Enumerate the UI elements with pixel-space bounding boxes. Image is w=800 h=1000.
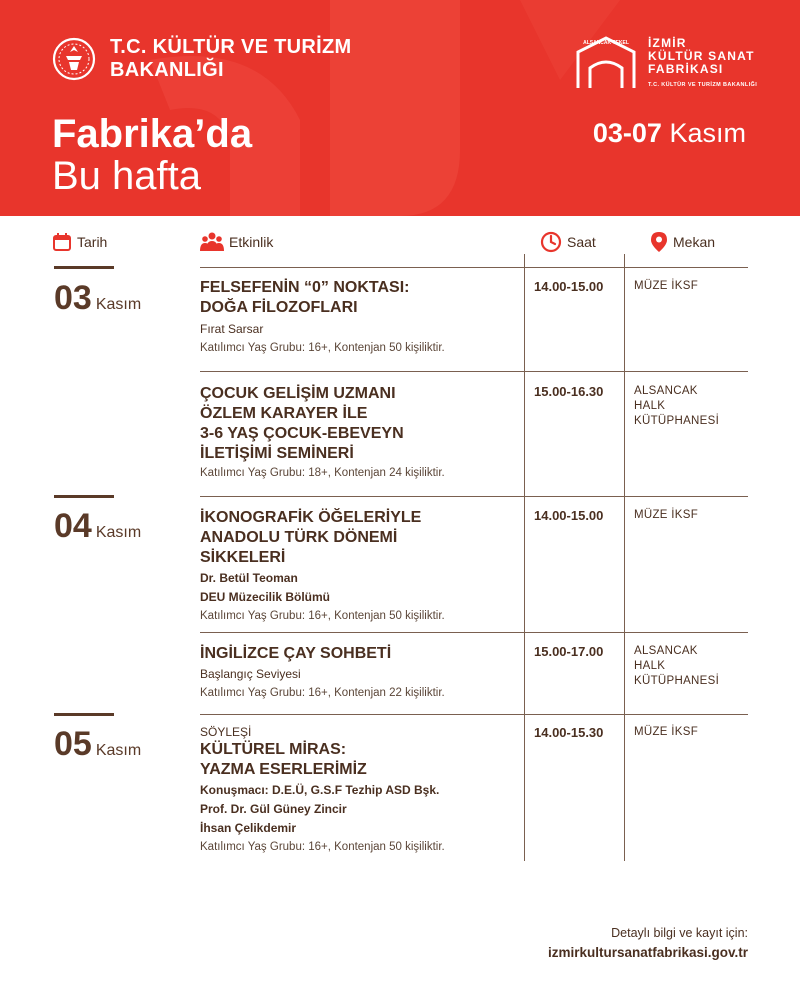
column-header-event xyxy=(200,230,273,254)
event-place-line: KÜTÜPHANESİ xyxy=(634,415,720,427)
event-time: 15.00-17.00 xyxy=(534,644,604,659)
day-divider xyxy=(54,495,114,498)
event-item xyxy=(200,644,515,702)
column-header-place-label: Mekan xyxy=(673,234,716,250)
event-title: SİKKELERİ xyxy=(200,549,286,566)
day-label xyxy=(54,508,141,544)
iksf-line1: İZMİR xyxy=(648,36,687,50)
people-group-icon xyxy=(200,231,224,253)
header-banner xyxy=(0,0,800,216)
event-title: DOĞA FİLOZOFLARI xyxy=(200,299,358,316)
day-number: 05 xyxy=(54,725,92,763)
page-subtitle: Bu hafta xyxy=(52,154,202,198)
iksf-line3: FABRİKASI xyxy=(648,62,724,76)
day-number: 03 xyxy=(54,279,92,317)
event-title: YAZMA ESERLERİMİZ xyxy=(200,761,367,778)
event-note: Katılımcı Yaş Grubu: 16+, Kontenjan 50 kişiliktir. xyxy=(200,841,445,853)
iksf-line2: KÜLTÜR SANAT xyxy=(648,49,755,63)
day-divider xyxy=(54,713,114,716)
event-place xyxy=(634,644,754,689)
event-speaker: Fırat Sarsar xyxy=(200,322,264,336)
event-note: Katılımcı Yaş Grubu: 18+, Kontenjan 24 kişiliktir. xyxy=(200,467,445,479)
column-header-time-label: Saat xyxy=(567,234,596,250)
event-place xyxy=(634,279,754,294)
row-divider xyxy=(200,714,748,715)
footer-info-label: Detaylı bilgi ve kayıt için: xyxy=(611,926,748,940)
date-range xyxy=(593,117,746,149)
event-place xyxy=(634,725,754,740)
event-speaker: Dr. Betül Teoman xyxy=(200,571,298,585)
ministry-name-line2: BAKANLIĞI xyxy=(110,59,224,81)
event-time: 15.00-16.30 xyxy=(534,384,604,399)
event-place-line: MÜZE İKSF xyxy=(634,726,699,738)
event-title: ÖZLEM KARAYER İLE xyxy=(200,405,368,422)
row-divider xyxy=(200,371,748,372)
column-divider-time xyxy=(524,254,525,861)
date-range-days: 03-07 xyxy=(592,118,662,148)
event-speaker: Konuşmacı: D.E.Ü, G.S.F Tezhip ASD Bşk. xyxy=(200,783,440,797)
location-pin-icon xyxy=(650,231,668,253)
row-divider xyxy=(200,267,748,268)
calendar-icon xyxy=(52,232,72,252)
footer-info xyxy=(548,924,748,964)
event-title: ANADOLU TÜRK DÖNEMİ xyxy=(200,529,398,546)
column-divider-place xyxy=(624,254,625,861)
ministry-name-line1: T.C. KÜLTÜR VE TURİZM xyxy=(110,36,352,58)
event-title: FELSEFENİN “0” NOKTASI: xyxy=(200,279,410,296)
event-category: SÖYLEŞİ xyxy=(200,725,252,739)
row-divider xyxy=(200,496,748,497)
event-time: 14.00-15.00 xyxy=(534,508,604,523)
event-title: İKONOGRAFİK ÖĞELERİYLE xyxy=(200,509,422,526)
day-month: Kasım xyxy=(95,742,142,759)
day-month: Kasım xyxy=(95,296,142,313)
event-speaker: İhsan Çelikdemir xyxy=(200,821,297,835)
event-place-line: MÜZE İKSF xyxy=(634,280,699,292)
event-item xyxy=(200,724,515,856)
event-place xyxy=(634,384,754,429)
event-speaker: Prof. Dr. Gül Güney Zincir xyxy=(200,802,347,816)
day-divider xyxy=(54,266,114,269)
iksf-subtitle: T.C. KÜLTÜR VE TURİZM BAKANLIĞI xyxy=(648,82,758,88)
event-place-line: KÜTÜPHANESİ xyxy=(634,675,720,687)
event-level: Başlangıç Seviyesi xyxy=(200,667,301,681)
column-header-event-label: Etkinlik xyxy=(229,234,274,250)
ministry-emblem-icon xyxy=(52,37,96,81)
column-header-date xyxy=(52,230,107,254)
event-item xyxy=(200,508,515,625)
row-divider xyxy=(200,632,748,633)
event-place-line: HALK xyxy=(634,660,666,672)
day-month: Kasım xyxy=(95,524,142,541)
event-title: İLETİŞİMİ SEMİNERİ xyxy=(200,445,354,462)
date-range-month: Kasım xyxy=(669,118,746,148)
event-speaker: DEU Müzecilik Bölümü xyxy=(200,590,331,604)
event-note: Katılımcı Yaş Grubu: 16+, Kontenjan 50 kişiliktir. xyxy=(200,342,445,354)
event-title: ÇOCUK GELİŞİM UZMANI xyxy=(200,385,396,402)
column-header-date-label: Tarih xyxy=(77,234,108,250)
day-label xyxy=(54,726,141,762)
iksf-small-label: ALSANCAK TEKEL xyxy=(583,40,629,46)
column-header-time xyxy=(540,230,596,254)
clock-icon xyxy=(540,231,562,253)
event-item xyxy=(200,278,515,357)
event-time: 14.00-15.30 xyxy=(534,725,604,740)
event-place-line: ALSANCAK xyxy=(634,645,698,657)
event-title: KÜLTÜREL MİRAS: xyxy=(200,741,347,758)
column-header-place xyxy=(650,230,715,254)
iksf-logo xyxy=(574,34,757,95)
event-time: 14.00-15.00 xyxy=(534,279,604,294)
event-place xyxy=(634,508,754,523)
event-place-line: ALSANCAK xyxy=(634,385,698,397)
event-item xyxy=(200,384,515,482)
day-label xyxy=(54,280,141,316)
day-number: 04 xyxy=(54,507,92,545)
event-note: Katılımcı Yaş Grubu: 16+, Kontenjan 22 kişiliktir. xyxy=(200,687,445,699)
page-title: Fabrika’da xyxy=(52,112,253,156)
event-place-line: HALK xyxy=(634,400,666,412)
event-note: Katılımcı Yaş Grubu: 16+, Kontenjan 50 kişiliktir. xyxy=(200,610,445,622)
ministry-logo xyxy=(52,36,351,82)
footer-website-link[interactable]: izmirkultursanatfabrikasi.gov.tr xyxy=(547,945,748,960)
event-title: İNGİLİZCE ÇAY SOHBETİ xyxy=(200,645,392,662)
event-place-line: MÜZE İKSF xyxy=(634,509,699,521)
event-title: 3-6 YAŞ ÇOCUK-EBEVEYN xyxy=(200,425,404,442)
